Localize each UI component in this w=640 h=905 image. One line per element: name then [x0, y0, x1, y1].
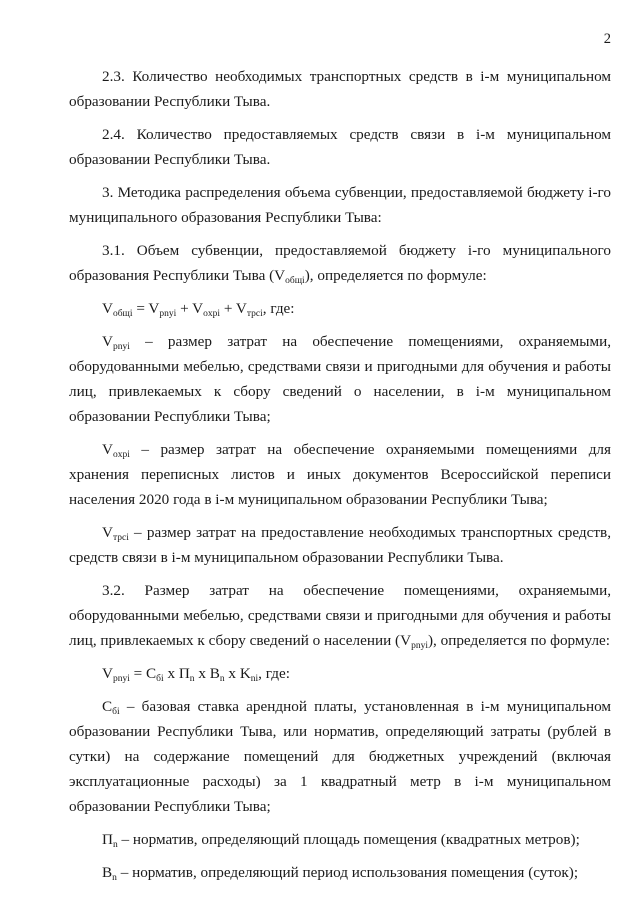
subscript: общi — [112, 309, 133, 319]
text-run: B — [102, 864, 113, 881]
subscript: трсi — [246, 309, 263, 319]
subscript: n — [112, 873, 117, 883]
text-run: = C — [129, 665, 157, 682]
paragraph-2-4: 2.4. Количество предоставляемых средств связи в i-м муниципальном образовании Республики Тыва. — [69, 126, 611, 168]
text-run: П — [102, 831, 113, 848]
subscript: n — [189, 674, 195, 684]
subscript: n — [219, 674, 225, 684]
text-run: = V — [132, 300, 160, 317]
text-run: , где: — [262, 300, 295, 317]
text-run: 3.1. Объем субвенции, предоставляемой бюджету i-го муниципального образования Республики Тыва (V — [69, 242, 611, 284]
paragraph-3-heading: 3. Методика распределения объема субвенции, предоставляемой бюджету i-го муниципального образования Республики Тыва: — [69, 184, 611, 226]
text-run: ), определяется по формуле: — [427, 632, 610, 649]
paragraph-2-3: 2.3. Количество необходимых транспортных средств в i-м муниципальном образовании Республики Тыва. — [69, 68, 611, 110]
subscript: трсi — [112, 533, 129, 543]
text-run: 3.2. Размер затрат на обеспечение помещениями, охраняемыми, оборудованными мебелью, средствами связи и пригодными для обучения и работы лиц, привлекаемых к сбору сведений о населении (V — [69, 582, 611, 649]
text-run: ), определяется по формуле: — [304, 267, 487, 284]
text-run: V — [102, 300, 113, 317]
text-run: V — [102, 665, 113, 682]
text-run: + V — [176, 300, 204, 317]
text-run: – норматив, определяющий период использования помещения (суток); — [116, 864, 579, 881]
definition-v-pny — [69, 329, 611, 429]
page-number: 2 — [603, 31, 611, 47]
subscript: общi — [285, 276, 305, 286]
text-run: V — [102, 524, 113, 541]
text-run: + V — [220, 300, 247, 317]
document-body — [69, 64, 611, 893]
subscript: бi — [156, 674, 164, 684]
text-run: V — [102, 441, 113, 458]
text-run: V — [102, 333, 113, 350]
paragraph-3-1 — [69, 238, 611, 288]
formula-v-pny — [69, 661, 611, 686]
subscript: ni — [250, 674, 259, 684]
text-run: – размер затрат на предоставление необходимых транспортных средств, средств связи в i-м муниципальном образовании Республики Тыва. — [69, 524, 611, 566]
text-run: – норматив, определяющий площадь помещения (квадратных метров); — [117, 831, 580, 848]
text-run: x K — [224, 665, 251, 682]
definition-b-n — [69, 860, 611, 885]
formula-v-total — [69, 296, 611, 321]
subscript: бi — [112, 707, 120, 717]
definition-c-b — [69, 694, 611, 819]
subscript: pnyi — [112, 342, 130, 352]
definition-p-n — [69, 827, 611, 852]
subscript: pnyi — [159, 309, 177, 319]
text-run: C — [102, 698, 113, 715]
paragraph-3-2 — [69, 578, 611, 653]
text-run: x П — [163, 665, 190, 682]
definition-v-oxp — [69, 437, 611, 512]
subscript: pnyi — [112, 674, 130, 684]
text-run: – размер затрат на обеспечение помещениями, охраняемыми, оборудованными мебелью, средствами связи и пригодными для обучения и работы лиц, привлекаемых к сбору сведений о населении, в i-м муниципальном образовании Республики Тыва; — [69, 333, 611, 425]
subscript: pnyi — [411, 641, 428, 651]
subscript: oxpi — [112, 450, 130, 460]
text-run: – базовая ставка арендной платы, установленная в i-м муниципальном образовании Республики Тыва, или норматив, определяющий затраты (рублей в сутки) на содержание помещений для бюджетных учреждений (включая эксплуатационные расходы) за 1 квадратный метр в i-м муниципальном образовании Республики Тыва; — [69, 698, 611, 815]
subscript: n — [112, 840, 118, 850]
text-run: – размер затрат на обеспечение охраняемыми помещениями для хранения переписных листов и иных документов Всероссийской переписи населения 2020 года в i-м муниципальном образовании Республики Тыва; — [69, 441, 611, 508]
subscript: oxpi — [203, 309, 221, 319]
text-run: x B — [194, 665, 220, 682]
definition-v-trs — [69, 520, 611, 570]
text-run: , где: — [258, 665, 290, 682]
